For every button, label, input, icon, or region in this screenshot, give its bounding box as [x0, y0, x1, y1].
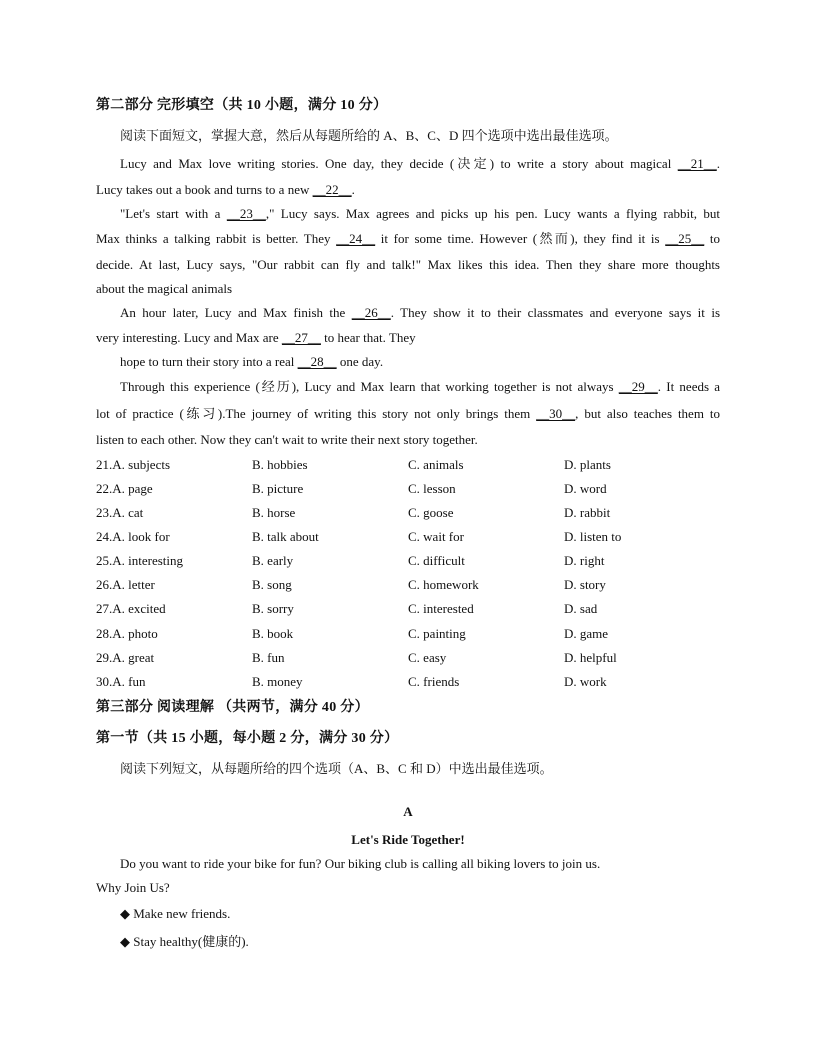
passage-line-4: Max thinks a talking rabbit is better. They __24__ it for some time. However (然而), they find it is __25__ to — [96, 231, 720, 246]
option-27-c[interactable]: C. interested — [408, 601, 474, 616]
passage-line-3: "Let's start with a __23__," Lucy says. Max agrees and picks up his pen. Lucy wants a flying rabbit, but — [120, 206, 720, 221]
option-row-28 — [96, 625, 720, 643]
passage-line-6: about the magical animals — [96, 281, 233, 296]
passage-a-bullet-2: ◆ Stay healthy(健康的). — [120, 934, 249, 949]
passage-line-5: decide. At last, Lucy says, "Our rabbit can fly and talk!" Max likes this idea. Then they share more thoughts — [96, 257, 720, 272]
passage-line-12: listen to each other. Now they can't wait to write their next story together. — [96, 432, 478, 447]
blank-26[interactable]: __26__ — [351, 305, 391, 320]
option-30-b[interactable]: B. money — [252, 674, 303, 689]
option-22-d[interactable]: D. word — [564, 481, 607, 496]
option-29-c[interactable]: C. easy — [408, 650, 447, 665]
blank-22[interactable]: __22__ — [312, 182, 352, 197]
option-22-b[interactable]: B. picture — [252, 481, 304, 496]
option-row-25 — [96, 552, 720, 570]
part3-heading: 第三部分 阅读理解 （共两节，满分 40 分） — [96, 700, 369, 715]
blank-29[interactable]: __29__ — [618, 379, 658, 394]
option-25-c[interactable]: C. difficult — [408, 553, 465, 568]
passage-a-intro: Do you want to ride your bike for fun? Our biking club is calling all biking lovers to join us. — [120, 856, 601, 871]
passage-line-7: An hour later, Lucy and Max finish the __26__. They show it to their classmates and everyone says it is — [120, 305, 721, 320]
option-row-24 — [96, 528, 720, 546]
option-23-a[interactable]: 23.A. cat — [96, 505, 144, 520]
option-row-23 — [96, 504, 720, 522]
part2-heading: 第二部分 完形填空（共 10 小题，满分 10 分） — [96, 98, 388, 113]
passage-line-2: Lucy takes out a book and turns to a new __22__. — [96, 182, 355, 197]
option-23-c[interactable]: C. goose — [408, 505, 454, 520]
option-29-d[interactable]: D. helpful — [564, 650, 617, 665]
blank-25[interactable]: __25__ — [665, 231, 705, 246]
option-28-c[interactable]: C. painting — [408, 626, 466, 641]
option-row-26 — [96, 576, 720, 594]
part3-instruction: 阅读下列短文，从每题所给的四个选项（A、B、C 和 D）中选出最佳选项。 — [120, 761, 553, 776]
option-29-b[interactable]: B. fun — [252, 650, 285, 665]
option-28-a[interactable]: 28.A. photo — [96, 626, 158, 641]
option-22-a[interactable]: 22.A. page — [96, 481, 153, 496]
option-25-d[interactable]: D. right — [564, 553, 605, 568]
option-29-a[interactable]: 29.A. great — [96, 650, 155, 665]
passage-a-title: Let's Ride Together! — [351, 832, 465, 847]
option-row-22 — [96, 480, 720, 498]
option-21-a[interactable]: 21.A. subjects — [96, 457, 171, 472]
option-row-29 — [96, 649, 720, 667]
part2-instruction: 阅读下面短文，掌握大意，然后从每题所给的 A、B、C、D 四个选项中选出最佳选项。 — [120, 128, 618, 143]
option-25-a[interactable]: 25.A. interesting — [96, 553, 184, 568]
option-24-c[interactable]: C. wait for — [408, 529, 464, 544]
option-23-d[interactable]: D. rabbit — [564, 505, 611, 520]
option-24-d[interactable]: D. listen to — [564, 529, 622, 544]
option-28-d[interactable]: D. game — [564, 626, 609, 641]
option-22-c[interactable]: C. lesson — [408, 481, 456, 496]
passage-line-11: lot of practice (练习).The journey of writing this story not only brings them __30__, but also teaches them to — [96, 406, 720, 421]
passage-a-bullet-1: ◆ Make new friends. — [120, 906, 231, 921]
passage-line-8: very interesting. Lucy and Max are __27__ to hear that. They — [96, 330, 416, 345]
option-26-d[interactable]: D. story — [564, 577, 606, 592]
option-row-27 — [96, 600, 720, 618]
option-row-30 — [96, 673, 720, 691]
passage-line-10: Through this experience (经历), Lucy and Max learn that working together is not always __29__. It needs a — [120, 379, 721, 394]
part3-section1-heading: 第一节（共 15 小题，每小题 2 分，满分 30 分） — [96, 731, 399, 746]
option-21-d[interactable]: D. plants — [564, 457, 611, 472]
option-25-b[interactable]: B. early — [252, 553, 294, 568]
passage-a-why: Why Join Us? — [96, 880, 170, 895]
blank-23[interactable]: __23__ — [226, 206, 266, 221]
option-27-a[interactable]: 27.A. excited — [96, 601, 166, 616]
passage-line-1: Lucy and Max love writing stories. One day, they decide (决定) to write a story about magical __21__. — [120, 156, 720, 171]
passage-a-label: A — [403, 804, 413, 819]
option-30-a[interactable]: 30.A. fun — [96, 674, 146, 689]
option-28-b[interactable]: B. book — [252, 626, 294, 641]
blank-28[interactable]: __28__ — [297, 354, 337, 369]
option-27-b[interactable]: B. sorry — [252, 601, 294, 616]
option-26-a[interactable]: 26.A. letter — [96, 577, 155, 592]
option-27-d[interactable]: D. sad — [564, 601, 598, 616]
option-26-b[interactable]: B. song — [252, 577, 292, 592]
option-24-b[interactable]: B. talk about — [252, 529, 319, 544]
blank-27[interactable]: __27__ — [281, 330, 321, 345]
option-30-c[interactable]: C. friends — [408, 674, 460, 689]
option-24-a[interactable]: 24.A. look for — [96, 529, 170, 544]
blank-30[interactable]: __30__ — [536, 406, 576, 421]
blank-21[interactable]: __21__ — [677, 156, 717, 171]
blank-24[interactable]: __24__ — [336, 231, 376, 246]
option-21-b[interactable]: B. hobbies — [252, 457, 308, 472]
option-row-21 — [96, 456, 720, 474]
passage-line-9: hope to turn their story into a real __28__ one day. — [120, 354, 384, 369]
option-23-b[interactable]: B. horse — [252, 505, 296, 520]
option-26-c[interactable]: C. homework — [408, 577, 479, 592]
option-30-d[interactable]: D. work — [564, 674, 607, 689]
option-21-c[interactable]: C. animals — [408, 457, 464, 472]
